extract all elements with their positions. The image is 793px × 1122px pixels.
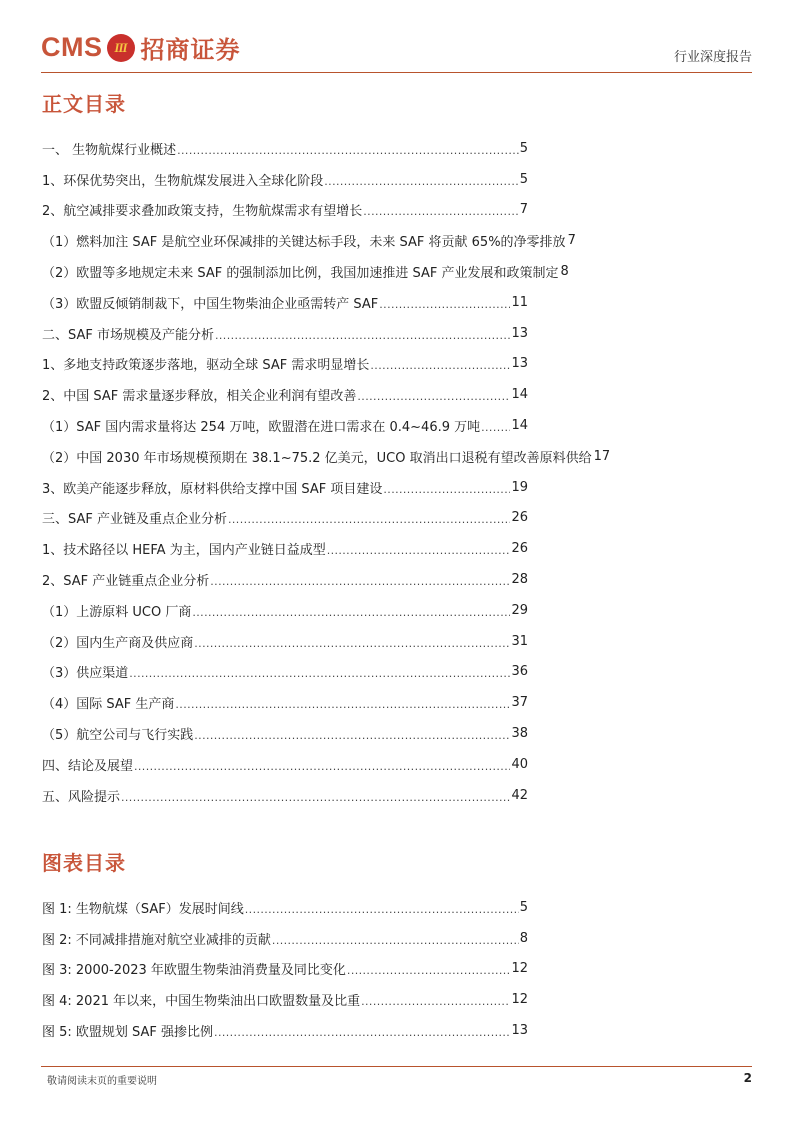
dot-leader bbox=[175, 698, 510, 711]
toc-entry-page-number: 29 bbox=[511, 602, 528, 618]
toc-entry-page-number: 42 bbox=[511, 787, 528, 803]
page-header bbox=[41, 28, 752, 73]
toc-entry-page-number: 7 bbox=[519, 202, 528, 218]
toc-entry-label: （1）上游原料 UCO 厂商 bbox=[42, 604, 192, 620]
dot-leader bbox=[228, 513, 510, 526]
figure-entry[interactable] bbox=[42, 984, 528, 1015]
figure-entry-label: 图 4: 2021 年以来，中国生物柴油出口欧盟数量及比重 bbox=[42, 994, 361, 1010]
toc-entry[interactable] bbox=[42, 503, 528, 534]
toc-entry-label: 1、环保优势突出，生物航煤发展进入全球化阶段 bbox=[42, 173, 324, 189]
toc-entry[interactable] bbox=[42, 256, 569, 287]
dot-leader bbox=[245, 903, 519, 916]
toc-entry-label: 1、多地支持政策逐步落地，驱动全球 SAF 需求明显增长 bbox=[42, 358, 370, 374]
figure-entry-page-number: 5 bbox=[519, 899, 528, 915]
toc-entry-label: 一、 生物航煤行业概述 bbox=[42, 142, 177, 158]
dot-leader bbox=[210, 575, 510, 588]
toc-entry-label: 四、结论及展望 bbox=[42, 758, 134, 774]
toc-entry-page-number: 38 bbox=[511, 726, 528, 742]
toc-entry-page-number: 36 bbox=[511, 664, 528, 680]
dot-leader bbox=[215, 329, 510, 342]
dot-leader bbox=[324, 175, 518, 188]
toc-entry-label: （5）航空公司与飞行实践 bbox=[42, 728, 194, 744]
cms-logo bbox=[41, 30, 241, 65]
figure-entry-label: 图 1: 生物航煤（SAF）发展时间线 bbox=[42, 901, 244, 917]
page-number: 2 bbox=[743, 1071, 752, 1085]
toc-entry[interactable] bbox=[42, 318, 528, 349]
figure-entry-label: 图 2: 不同减排措施对航空业减排的贡献 bbox=[42, 932, 271, 948]
toc-entry-page-number: 14 bbox=[511, 387, 528, 403]
toc-entry[interactable] bbox=[42, 749, 528, 780]
figure-entry[interactable] bbox=[42, 1015, 528, 1046]
dot-leader bbox=[481, 421, 510, 434]
toc-entry[interactable] bbox=[42, 349, 528, 380]
figure-entry-label: 图 5: 欧盟规划 SAF 强掺比例 bbox=[42, 1025, 214, 1041]
dot-leader bbox=[370, 359, 510, 372]
toc-entry-label: 三、SAF 产业链及重点企业分析 bbox=[42, 512, 227, 528]
figure-entry-page-number: 13 bbox=[511, 1023, 528, 1039]
toc-entry-page-number: 19 bbox=[511, 479, 528, 495]
toc-entry-label: （4）国际 SAF 生产商 bbox=[42, 697, 175, 713]
toc-entry-page-number: 26 bbox=[511, 510, 528, 526]
dot-leader bbox=[357, 390, 510, 403]
disclaimer-note: 敬请阅读末页的重要说明 bbox=[47, 1076, 157, 1087]
toc-entry-label: 五、风险提示 bbox=[42, 789, 121, 805]
logo-chinese-name: 招商证券 bbox=[140, 36, 241, 64]
toc-entry[interactable] bbox=[42, 379, 528, 410]
toc-entry[interactable] bbox=[42, 780, 528, 811]
toc-entry[interactable] bbox=[42, 287, 528, 318]
dot-leader bbox=[177, 144, 519, 157]
figure-entry[interactable] bbox=[42, 923, 528, 954]
dot-leader bbox=[134, 760, 510, 773]
dot-leader bbox=[383, 483, 510, 496]
toc-entry-label: （1）SAF 国内需求量将达 254 万吨，欧盟潜在进口需求在 0.4~46.9 万吨 bbox=[42, 420, 481, 436]
toc-entry-page-number: 13 bbox=[511, 356, 528, 372]
toc-entry-label: 2、航空减排要求叠加政策支持，生物航煤需求有望增长 bbox=[42, 204, 363, 220]
toc-entry[interactable] bbox=[42, 533, 528, 564]
dot-leader bbox=[194, 729, 510, 742]
figure-entry[interactable] bbox=[42, 954, 528, 985]
logo-cms-text: CMS bbox=[41, 32, 103, 62]
figure-entry-page-number: 12 bbox=[511, 961, 528, 977]
toc-entry[interactable] bbox=[42, 595, 528, 626]
logo-emblem-text: III bbox=[114, 39, 127, 55]
toc-entry-page-number: 11 bbox=[511, 294, 528, 310]
dot-leader bbox=[121, 791, 510, 804]
toc-entry-page-number: 13 bbox=[511, 325, 528, 341]
toc-entry-page-number: 37 bbox=[511, 695, 528, 711]
toc-heading: 正文目录 bbox=[42, 92, 126, 116]
dot-leader bbox=[361, 995, 510, 1008]
figure-entry-page-number: 12 bbox=[511, 992, 528, 1008]
toc-entry-page-number: 17 bbox=[593, 448, 611, 464]
dot-leader bbox=[379, 298, 510, 311]
dot-leader bbox=[347, 964, 511, 977]
dot-leader bbox=[192, 606, 510, 619]
dot-leader bbox=[194, 637, 510, 650]
toc-entry-label: （1）燃料加注 SAF 是航空业环保减排的关键达标手段，未来 SAF 将贡献 65%的净零排放 bbox=[42, 235, 566, 251]
toc-entry-page-number: 5 bbox=[519, 171, 528, 187]
dot-leader bbox=[272, 934, 519, 947]
toc-entry-page-number: 26 bbox=[511, 541, 528, 557]
page-footer bbox=[41, 1066, 752, 1087]
toc-entry-page-number: 31 bbox=[511, 633, 528, 649]
toc-entry-label: （3）供应渠道 bbox=[42, 666, 129, 682]
toc-entry[interactable] bbox=[42, 564, 528, 595]
toc-entry-page-number: 40 bbox=[511, 756, 528, 772]
dot-leader bbox=[363, 205, 518, 218]
toc-entry-label: （2）中国 2030 年市场规模预期在 38.1~75.2 亿美元，UCO 取消出口退税有望改善原料供给 bbox=[42, 450, 592, 466]
toc-entry-label: 1、技术路径以 HEFA 为主，国内产业链日益成型 bbox=[42, 543, 326, 559]
toc-entry[interactable] bbox=[42, 626, 528, 657]
toc-entry-label: （2）国内生产商及供应商 bbox=[42, 635, 194, 651]
toc-entry-label: 二、SAF 市场规模及产能分析 bbox=[42, 327, 214, 343]
toc-entry-label: 2、SAF 产业链重点企业分析 bbox=[42, 574, 210, 590]
toc-entry[interactable] bbox=[42, 410, 528, 441]
toc-entry[interactable] bbox=[42, 718, 528, 749]
toc-entry[interactable] bbox=[42, 657, 528, 688]
dot-leader bbox=[129, 667, 510, 680]
toc-entry[interactable] bbox=[42, 472, 528, 503]
figure-list bbox=[42, 892, 528, 1046]
toc-entry-page-number: 8 bbox=[560, 264, 569, 280]
toc-entry-page-number: 7 bbox=[567, 233, 576, 249]
toc-list bbox=[42, 133, 611, 811]
toc-entry[interactable] bbox=[42, 164, 528, 195]
toc-entry-page-number: 14 bbox=[511, 418, 528, 434]
toc-entry[interactable] bbox=[42, 441, 611, 472]
figure-entry-label: 图 3: 2000-2023 年欧盟生物柴油消费量及同比变化 bbox=[42, 963, 346, 979]
dot-leader bbox=[327, 544, 511, 557]
toc-entry-label: （3）欧盟反倾销制裁下，中国生物柴油企业亟需转产 SAF bbox=[42, 296, 379, 312]
toc-entry[interactable] bbox=[42, 687, 528, 718]
figure-entry-page-number: 8 bbox=[519, 930, 528, 946]
toc-entry-page-number: 28 bbox=[511, 572, 528, 588]
toc-entry[interactable] bbox=[42, 133, 528, 164]
toc-entry[interactable] bbox=[42, 195, 528, 226]
toc-entry-label: （2）欧盟等多地规定未来 SAF 的强制添加比例，我国加速推进 SAF 产业发展和政策制定 bbox=[42, 266, 559, 282]
toc-entry-label: 2、中国 SAF 需求量逐步释放，相关企业利润有望改善 bbox=[42, 389, 357, 405]
figure-list-heading: 图表目录 bbox=[42, 851, 126, 875]
logo-emblem-icon bbox=[107, 34, 135, 62]
toc-entry[interactable] bbox=[42, 225, 576, 256]
document-type: 行业深度报告 bbox=[673, 50, 752, 65]
toc-entry-label: 3、欧美产能逐步释放，原材料供给支撑中国 SAF 项目建设 bbox=[42, 481, 383, 497]
dot-leader bbox=[214, 1026, 510, 1039]
figure-entry[interactable] bbox=[42, 892, 528, 923]
toc-entry-page-number: 5 bbox=[519, 140, 528, 156]
